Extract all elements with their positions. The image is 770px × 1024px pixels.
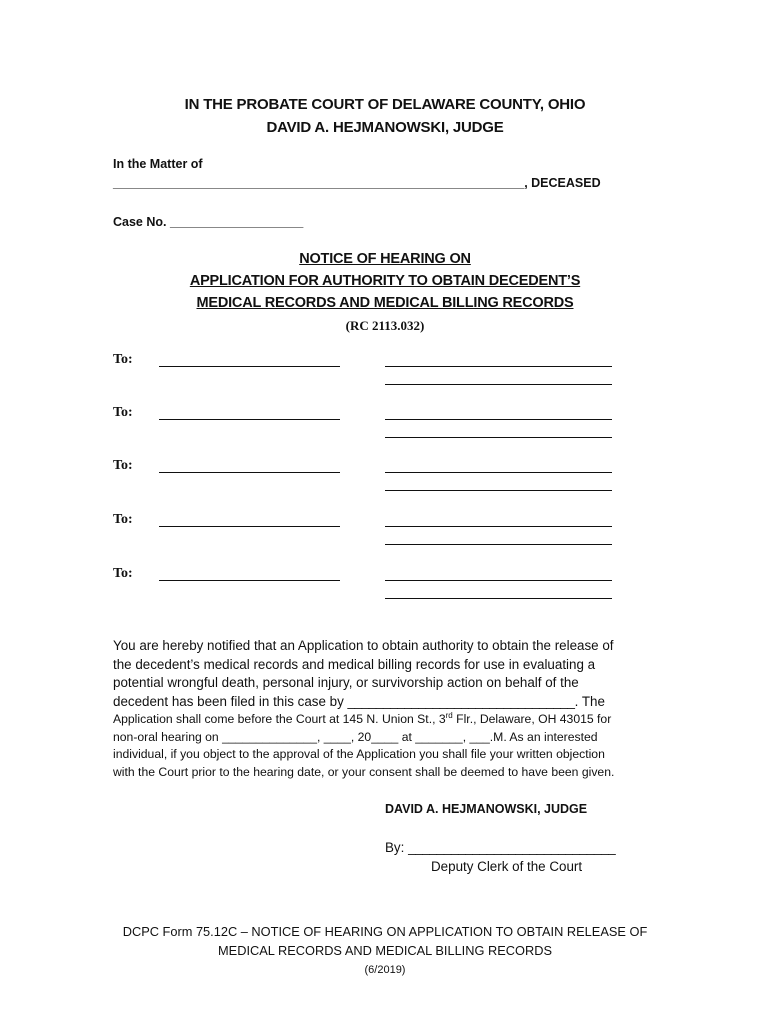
recipient-address-line2-field[interactable]: [385, 490, 612, 491]
notice-body: [113, 637, 653, 781]
deceased-name-blank[interactable]: ______________________________________________________________: [113, 176, 525, 190]
notice-line: with the Court prior to the hearing date, or your consent shall be deemed to have been given.: [113, 764, 615, 779]
court-address-text-cont: Flr., Delaware, OH 43015 for: [452, 712, 612, 726]
by-label: By:: [385, 840, 405, 855]
notice-title-line2: APPLICATION FOR AUTHORITY TO OBTAIN DECEDENT’S: [189, 273, 581, 289]
recipient-name-field[interactable]: [159, 472, 340, 473]
the-text: . The: [574, 693, 605, 709]
recipient-name-field[interactable]: [159, 419, 340, 420]
to-label: To:: [113, 352, 133, 367]
hearing-date-line[interactable]: non-oral hearing on ______________, ____, 20____ at _______, ___.M. As an interested: [113, 729, 598, 744]
court-heading: IN THE PROBATE COURT OF DELAWARE COUNTY, OHIO: [184, 96, 586, 113]
notice-line: individual, if you object to the approval of the Application you shall file your written objection: [113, 747, 605, 761]
recipient-name-field[interactable]: [159, 366, 340, 367]
recipient-address-line2-field[interactable]: [385, 384, 612, 385]
filed-by-text: decedent has been filed in this case by: [113, 693, 344, 709]
recipient-address-line2-field[interactable]: [385, 598, 612, 599]
recipient-address-line1-field[interactable]: [385, 366, 612, 367]
recipient-address-line2-field[interactable]: [385, 437, 612, 438]
notice-line: [113, 711, 653, 729]
notice-title-line3: MEDICAL RECORDS AND MEDICAL BILLING RECORDS: [196, 295, 574, 311]
to-label: To:: [113, 405, 133, 420]
form-footer-line2: MEDICAL RECORDS AND MEDICAL BILLING RECORDS: [218, 943, 552, 958]
to-label: To:: [113, 512, 133, 527]
case-number-line: [113, 215, 303, 229]
recipient-address-line1-field[interactable]: [385, 526, 612, 527]
deceased-line[interactable]: [113, 176, 601, 190]
recipient-name-field[interactable]: [159, 526, 340, 527]
recipient-address-line1-field[interactable]: [385, 419, 612, 420]
filed-by-blank[interactable]: ________________________________: [347, 693, 575, 709]
notice-title-line1: NOTICE OF HEARING ON: [299, 251, 471, 267]
notice-line: the decedent’s medical records and medical billing records for use in evaluating a: [113, 656, 596, 672]
in-the-matter-label: In the Matter of: [113, 157, 203, 171]
form-footer-line1: DCPC Form 75.12C – NOTICE OF HEARING ON APPLICATION TO OBTAIN RELEASE OF: [122, 924, 648, 939]
deputy-clerk-caption: Deputy Clerk of the Court: [431, 859, 583, 874]
by-signature-blank[interactable]: _____________________________: [408, 840, 616, 855]
judge-heading: DAVID A. HEJMANOWSKI, JUDGE: [266, 119, 504, 136]
statute-reference: (RC 2113.032): [345, 318, 425, 333]
deceased-suffix: , DECEASED: [524, 176, 601, 190]
recipient-name-field[interactable]: [159, 580, 340, 581]
recipient-address-line1-field[interactable]: [385, 580, 612, 581]
notice-line: [113, 693, 653, 712]
recipient-address-line2-field[interactable]: [385, 544, 612, 545]
notice-line: You are hereby notified that an Application to obtain authority to obtain the release of: [113, 638, 614, 653]
notice-line: potential wrongful death, personal injury, or survivorship action on behalf of the: [113, 675, 579, 690]
case-no-blank[interactable]: ____________________: [169, 215, 304, 229]
form-revision-date: (6/2019): [364, 964, 406, 976]
to-label: To:: [113, 458, 133, 473]
recipient-address-line1-field[interactable]: [385, 472, 612, 473]
signature-judge-name: DAVID A. HEJMANOWSKI, JUDGE: [385, 802, 588, 816]
to-label: To:: [113, 566, 133, 581]
case-no-label: Case No.: [113, 215, 167, 229]
by-signature-line[interactable]: [385, 840, 615, 855]
ordinal-suffix: rd: [445, 710, 453, 720]
court-address-text: Application shall come before the Court at 145 N. Union St., 3: [113, 712, 446, 726]
